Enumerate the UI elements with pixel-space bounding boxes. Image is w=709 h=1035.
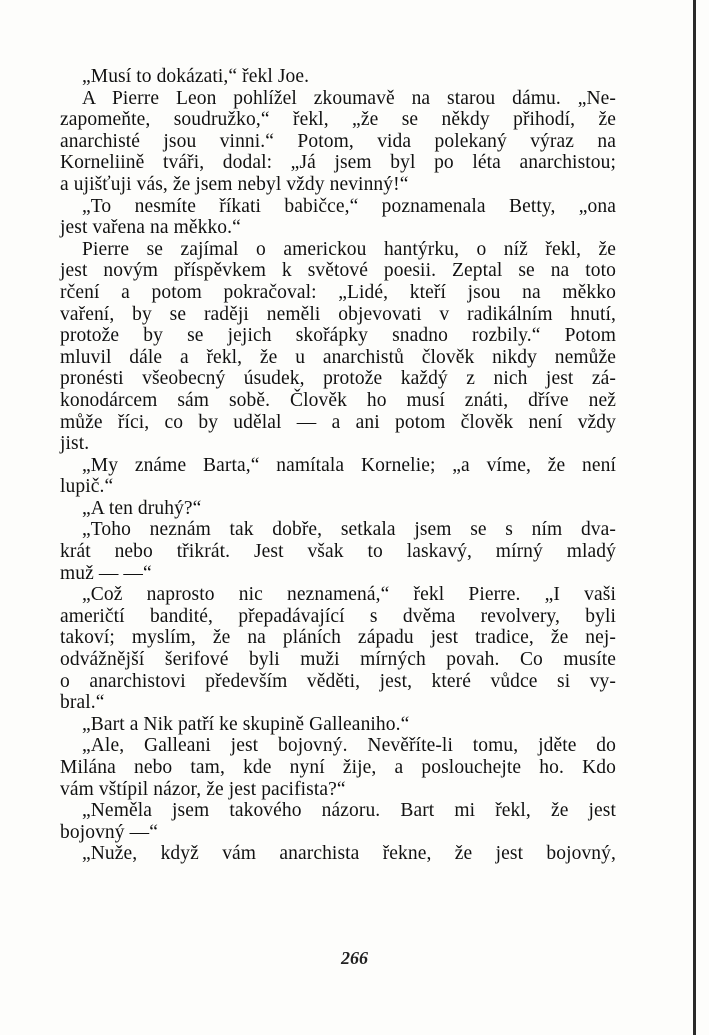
text-line: A Pierre Leon pohlížel zkoumavě na starou dámu. „Ne- [82,87,616,109]
page-edge-shadow [693,0,696,1035]
text-line: „Neměla jsem takového názoru. Bart mi řekl, že jest [82,800,616,822]
text-line: může říci, co by udělal — a ani potom člověk není vždy [60,411,616,433]
text-line: anarchisté jsou vinni.“ Potom, vida polekaný výraz na [60,130,616,152]
text-line: „Musí to dokázati,“ řekl Joe. [82,66,310,87]
text-line: a ujišťuji vás, že jsem nebyl vždy nevinný!“ [60,173,409,195]
text-line: mluvil dále a řekl, že u anarchistů člověk nikdy nemůže [60,346,616,368]
text-line: američtí bandité, přepadávající s dvěma revolvery, byli [60,605,616,627]
text-line: o anarchistovi především věděti, jest, které vůdce si vy- [60,670,616,692]
body-text [60,66,616,865]
text-line: „Nuže, když vám anarchista řekne, že jest bojovný, [82,843,616,865]
text-line: zapomeňte, soudružko,“ řekl, „že se někdy přihodí, že [60,109,616,131]
text-line: jest vařena na měkko.“ [60,217,241,239]
text-line: bral.“ [60,692,105,714]
text-line: „My známe Barta,“ namítala Kornelie; „a víme, že není [82,454,616,476]
page-number: 266 [341,948,368,968]
text-line: „Což naprosto nic neznamená,“ řekl Pierre. „I vaši [82,584,616,606]
text-line: Pierre se zajímal o americkou hantýrku, o níž řekl, že [82,238,616,260]
text-line: „To nesmíte říkati babičce,“ poznamenala Betty, „ona [82,195,616,217]
text-line: Korneliině tváři, dodal: „Já jsem byl po léta anarchistou; [60,152,616,174]
text-line: „Ale, Galleani jest bojovný. Nevěříte-li tomu, jděte do [82,735,616,757]
text-line: takoví; myslím, že na pláních západu jest tradice, že nej- [60,627,616,649]
text-line: Milána nebo tam, kde nyní žije, a poslouchejte ho. Kdo [60,757,616,778]
text-line: odvážnější šerifové byli muži mírných povah. Co musíte [60,649,616,671]
text-line: „Bart a Nik patří ke skupině Galleaniho.“ [82,713,410,735]
text-line: vám vštípil názor, že jest pacifista?“ [60,778,346,800]
text-line: lupič.“ [60,476,114,498]
text-line: krát nebo třikrát. Jest však to laskavý, mírný mladý [60,541,616,563]
text-line: „A ten druhý?“ [82,497,202,519]
text-line: pronésti všeobecný úsudek, protože každý z nich jest zá- [60,368,616,390]
text-line: rčení a potom pokračoval: „Lidé, kteří jsou na měkko [60,281,616,303]
text-line: muž — —“ [60,562,152,584]
text-line: „Toho neznám tak dobře, setkala jsem se s ním dva- [82,519,616,541]
text-line: jist. [60,433,90,455]
text-line: vaření, by se raději neměli objevovati v radikálním hnutí, [60,303,616,325]
text-line: bojovný —“ [60,821,158,843]
text-line: jest novým příspěvkem k světové poesii. Zeptal se na toto [60,260,616,282]
text-line: protože by se jejich skořápky snadno rozbily.“ Potom [60,325,616,347]
text-line: konodárcem sám sobě. Člověk ho musí znáti, dříve než [60,389,616,411]
